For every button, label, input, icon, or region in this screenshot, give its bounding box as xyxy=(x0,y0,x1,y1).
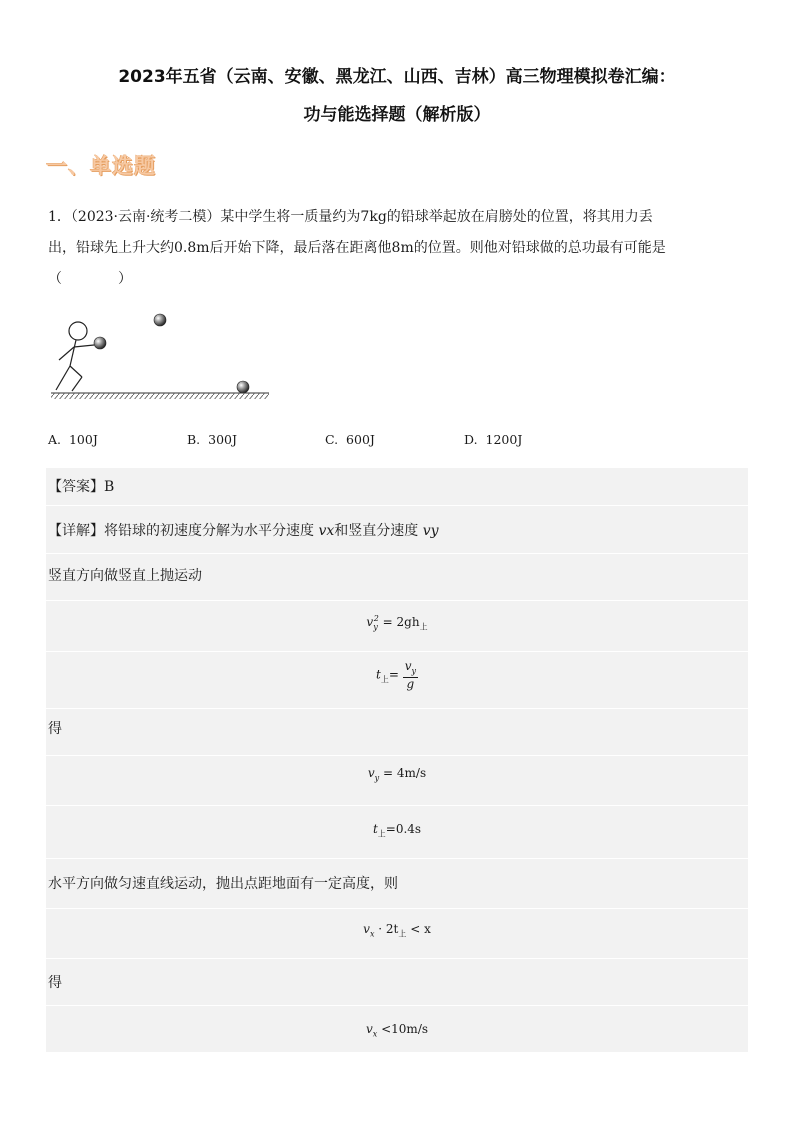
shot-ball-ground xyxy=(237,381,249,393)
divider xyxy=(46,651,748,652)
answer-tag: 【答案】 xyxy=(48,479,104,495)
equation-4: $t_上=0.4s$ xyxy=(372,822,422,839)
equation-6: $v_x <10m/s$ xyxy=(365,1022,429,1039)
option-c[interactable] xyxy=(325,432,375,447)
option-text: 1200J xyxy=(485,432,523,447)
option-text: 600J xyxy=(346,432,375,447)
vertical-motion-text: 竖直方向做竖直上抛运动 xyxy=(48,568,202,584)
divider xyxy=(46,805,748,806)
question-line: （ ） xyxy=(48,271,132,287)
equation-1: $v_y^2 = 2gh_上$ xyxy=(366,614,428,632)
shot-ball-top xyxy=(154,314,166,326)
shot-put-figure xyxy=(48,305,272,410)
divider xyxy=(46,553,748,554)
horizontal-motion-text: 水平方向做匀速直线运动，抛出点距地面有一定高度，则 xyxy=(48,876,398,892)
divider xyxy=(46,505,748,506)
section-heading: 一、单选题 xyxy=(46,154,156,178)
document-title-line2: 功与能选择题（解析版） xyxy=(303,105,491,125)
ground xyxy=(51,393,269,399)
question-line: 1．（2023·云南·统考二模）某中学生将一质量约为7kg的铅球举起放在肩膀处的位置，将其用力丢 xyxy=(48,209,653,225)
equation-2: $t_上=$ $\frac{v_y}{g}$ xyxy=(375,659,417,692)
divider xyxy=(46,600,748,601)
de-text: 得 xyxy=(48,975,62,991)
detail-line xyxy=(48,520,439,540)
divider xyxy=(46,858,748,859)
option-text: 300J xyxy=(208,432,237,447)
shot-ball-hand xyxy=(94,337,106,349)
option-letter: A. xyxy=(48,432,62,447)
de-text: 得 xyxy=(48,721,62,737)
detail-tag: 【详解】 xyxy=(48,523,104,539)
vx-symbol: vx xyxy=(318,523,335,539)
divider xyxy=(46,908,748,909)
fraction: $\frac{v_y}{g}$ xyxy=(404,659,417,692)
document-title-line1: 2023年五省（云南、安徽、黑龙江、山西、吉林）高三物理模拟卷汇编： xyxy=(118,67,676,87)
divider xyxy=(46,1005,748,1006)
option-letter: B. xyxy=(187,432,201,447)
option-letter: C. xyxy=(325,432,339,447)
vy-symbol: vy xyxy=(422,523,439,539)
solution-panel xyxy=(46,468,748,1052)
answer-value: B xyxy=(104,479,115,495)
equation-3: $v_y = 4m/s$ xyxy=(367,766,427,783)
option-a[interactable] xyxy=(48,432,98,447)
divider xyxy=(46,958,748,959)
option-d[interactable] xyxy=(464,432,522,447)
divider xyxy=(46,755,748,756)
option-letter: D. xyxy=(464,432,478,447)
question-stem xyxy=(48,202,748,295)
equation-5: $v_x \cdot 2t_上 < x$ xyxy=(363,922,431,939)
option-b[interactable] xyxy=(187,432,237,447)
detail-text: 和竖直分速度 xyxy=(334,523,419,539)
answer-line xyxy=(48,476,114,496)
detail-text: 将铅球的初速度分解为水平分速度 xyxy=(104,523,314,539)
question-line: 出，铅球先上升大约0.8m后开始下降，最后落在距离他8m的位置。则他对铅球做的总功最有可能是 xyxy=(48,240,666,256)
option-text: 100J xyxy=(68,432,98,447)
stick-figure xyxy=(56,322,94,391)
divider xyxy=(46,708,748,709)
